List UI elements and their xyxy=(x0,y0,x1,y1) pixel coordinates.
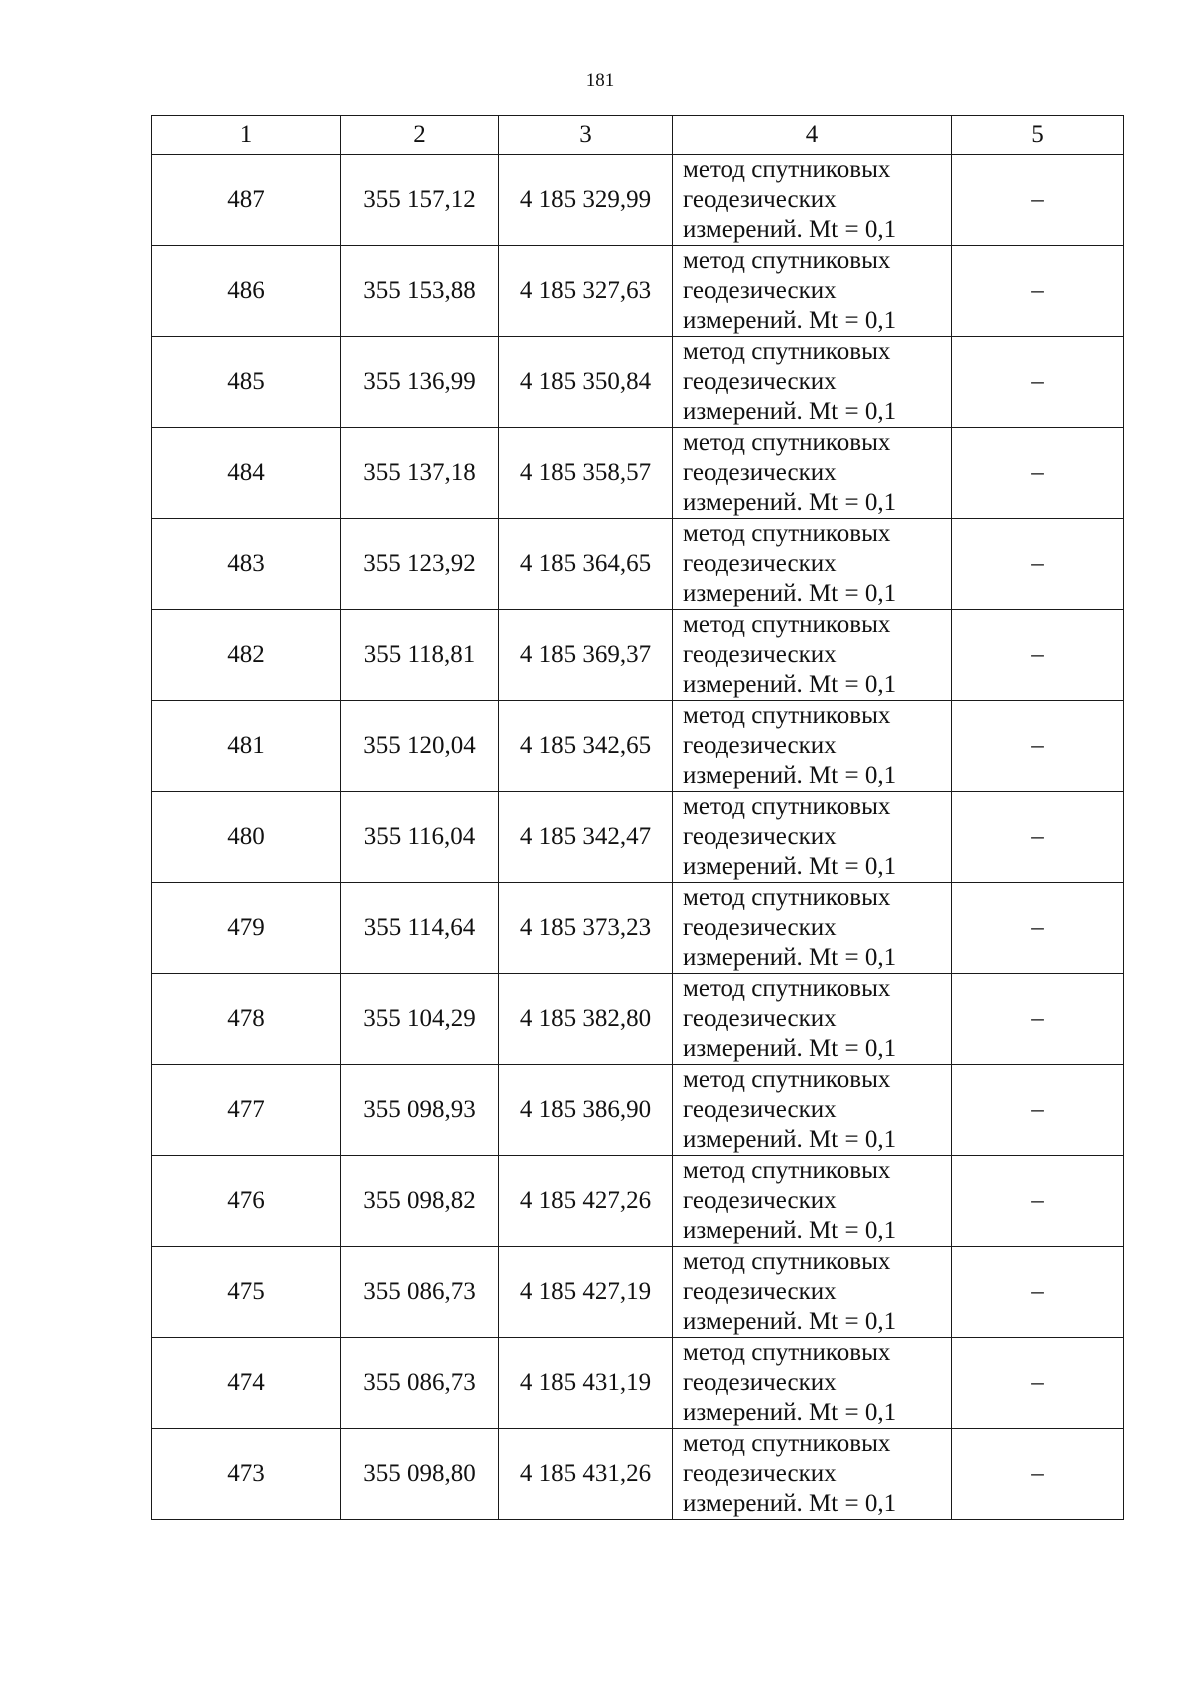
note-cell: – xyxy=(952,792,1124,883)
note-cell: – xyxy=(952,1247,1124,1338)
table-row xyxy=(152,246,1124,337)
x-coordinate-cell: 355 104,29 xyxy=(341,974,499,1065)
table-row xyxy=(152,974,1124,1065)
note-cell: – xyxy=(952,1156,1124,1247)
table-row xyxy=(152,519,1124,610)
method-cell xyxy=(673,1065,952,1156)
point-number-cell: 473 xyxy=(152,1429,341,1520)
method-text-line: измерений. Mt = 0,1 xyxy=(683,398,897,425)
method-text-line: метод спутниковых xyxy=(683,1157,891,1184)
x-coordinate-cell: 355 157,12 xyxy=(341,155,499,246)
method-text-line: метод спутниковых xyxy=(683,1066,891,1093)
note-cell: – xyxy=(952,155,1124,246)
method-text-line: метод спутниковых xyxy=(683,156,891,183)
y-coordinate-cell: 4 185 342,65 xyxy=(499,701,673,792)
point-number-cell: 482 xyxy=(152,610,341,701)
y-coordinate-cell: 4 185 358,57 xyxy=(499,428,673,519)
method-text-line: геодезических xyxy=(683,641,837,668)
point-number-cell: 485 xyxy=(152,337,341,428)
x-coordinate-cell: 355 137,18 xyxy=(341,428,499,519)
point-number-cell: 484 xyxy=(152,428,341,519)
table-row xyxy=(152,155,1124,246)
note-cell: – xyxy=(952,610,1124,701)
point-number-cell: 483 xyxy=(152,519,341,610)
method-text-line: метод спутниковых xyxy=(683,247,891,274)
method-text-line: измерений. Mt = 0,1 xyxy=(683,580,897,607)
method-cell xyxy=(673,1429,952,1520)
y-coordinate-cell: 4 185 431,26 xyxy=(499,1429,673,1520)
method-text-line: измерений. Mt = 0,1 xyxy=(683,944,897,971)
method-cell xyxy=(673,974,952,1065)
method-text-line: измерений. Mt = 0,1 xyxy=(683,1399,897,1426)
method-text-line: геодезических xyxy=(683,823,837,850)
table-row xyxy=(152,792,1124,883)
method-cell xyxy=(673,883,952,974)
x-coordinate-cell: 355 116,04 xyxy=(341,792,499,883)
method-text-line: измерений. Mt = 0,1 xyxy=(683,1035,897,1062)
method-text-line: измерений. Mt = 0,1 xyxy=(683,853,897,880)
method-text-line: геодезических xyxy=(683,1278,837,1305)
method-cell xyxy=(673,610,952,701)
method-text-line: измерений. Mt = 0,1 xyxy=(683,671,897,698)
note-cell: – xyxy=(952,701,1124,792)
table-row xyxy=(152,883,1124,974)
note-cell: – xyxy=(952,883,1124,974)
column-header-3: 3 xyxy=(499,116,673,155)
x-coordinate-cell: 355 153,88 xyxy=(341,246,499,337)
note-cell: – xyxy=(952,246,1124,337)
point-number-cell: 480 xyxy=(152,792,341,883)
y-coordinate-cell: 4 185 342,47 xyxy=(499,792,673,883)
method-text-line: измерений. Mt = 0,1 xyxy=(683,1490,897,1517)
x-coordinate-cell: 355 123,92 xyxy=(341,519,499,610)
page-number: 181 xyxy=(585,70,615,91)
method-text-line: метод спутниковых xyxy=(683,520,891,547)
method-text-line: геодезических xyxy=(683,1369,837,1396)
method-text-line: геодезических xyxy=(683,914,837,941)
y-coordinate-cell: 4 185 329,99 xyxy=(499,155,673,246)
y-coordinate-cell: 4 185 382,80 xyxy=(499,974,673,1065)
y-coordinate-cell: 4 185 427,26 xyxy=(499,1156,673,1247)
method-text-line: геодезических xyxy=(683,186,837,213)
method-text-line: метод спутниковых xyxy=(683,1248,891,1275)
method-text-line: измерений. Mt = 0,1 xyxy=(683,307,897,334)
y-coordinate-cell: 4 185 386,90 xyxy=(499,1065,673,1156)
note-cell: – xyxy=(952,519,1124,610)
table-row xyxy=(152,610,1124,701)
table-row xyxy=(152,1338,1124,1429)
method-text-line: измерений. Mt = 0,1 xyxy=(683,1308,897,1335)
method-text-line: геодезических xyxy=(683,550,837,577)
method-text-line: геодезических xyxy=(683,1005,837,1032)
y-coordinate-cell: 4 185 427,19 xyxy=(499,1247,673,1338)
table-header-row xyxy=(152,116,1124,155)
method-cell xyxy=(673,155,952,246)
coordinates-table xyxy=(151,115,1124,1520)
note-cell: – xyxy=(952,974,1124,1065)
method-cell xyxy=(673,428,952,519)
method-text-line: метод спутниковых xyxy=(683,1430,891,1457)
y-coordinate-cell: 4 185 431,19 xyxy=(499,1338,673,1429)
method-text-line: метод спутниковых xyxy=(683,702,891,729)
method-cell xyxy=(673,337,952,428)
note-cell: – xyxy=(952,1065,1124,1156)
method-text-line: метод спутниковых xyxy=(683,1339,891,1366)
point-number-cell: 477 xyxy=(152,1065,341,1156)
table-row xyxy=(152,1065,1124,1156)
method-text-line: геодезических xyxy=(683,1460,837,1487)
method-text-line: геодезических xyxy=(683,1096,837,1123)
method-cell xyxy=(673,519,952,610)
point-number-cell: 479 xyxy=(152,883,341,974)
method-text-line: метод спутниковых xyxy=(683,884,891,911)
method-text-line: метод спутниковых xyxy=(683,975,891,1002)
x-coordinate-cell: 355 098,93 xyxy=(341,1065,499,1156)
x-coordinate-cell: 355 086,73 xyxy=(341,1338,499,1429)
point-number-cell: 481 xyxy=(152,701,341,792)
method-text-line: геодезических xyxy=(683,732,837,759)
x-coordinate-cell: 355 114,64 xyxy=(341,883,499,974)
y-coordinate-cell: 4 185 350,84 xyxy=(499,337,673,428)
table-body xyxy=(152,116,1124,1520)
table-row xyxy=(152,701,1124,792)
x-coordinate-cell: 355 098,80 xyxy=(341,1429,499,1520)
x-coordinate-cell: 355 118,81 xyxy=(341,610,499,701)
y-coordinate-cell: 4 185 364,65 xyxy=(499,519,673,610)
method-text-line: измерений. Mt = 0,1 xyxy=(683,489,897,516)
point-number-cell: 487 xyxy=(152,155,341,246)
column-header-5: 5 xyxy=(952,116,1124,155)
note-cell: – xyxy=(952,1429,1124,1520)
point-number-cell: 478 xyxy=(152,974,341,1065)
method-text-line: метод спутниковых xyxy=(683,429,891,456)
y-coordinate-cell: 4 185 327,63 xyxy=(499,246,673,337)
column-header-1: 1 xyxy=(152,116,341,155)
note-cell: – xyxy=(952,1338,1124,1429)
method-text-line: геодезических xyxy=(683,368,837,395)
method-cell xyxy=(673,792,952,883)
y-coordinate-cell: 4 185 373,23 xyxy=(499,883,673,974)
point-number-cell: 476 xyxy=(152,1156,341,1247)
x-coordinate-cell: 355 120,04 xyxy=(341,701,499,792)
table-row xyxy=(152,1429,1124,1520)
method-text-line: измерений. Mt = 0,1 xyxy=(683,1126,897,1153)
table-row xyxy=(152,1247,1124,1338)
note-cell: – xyxy=(952,428,1124,519)
x-coordinate-cell: 355 098,82 xyxy=(341,1156,499,1247)
table-row xyxy=(152,337,1124,428)
method-cell xyxy=(673,701,952,792)
method-text-line: измерений. Mt = 0,1 xyxy=(683,216,897,243)
method-text-line: метод спутниковых xyxy=(683,338,891,365)
point-number-cell: 474 xyxy=(152,1338,341,1429)
column-header-2: 2 xyxy=(341,116,499,155)
y-coordinate-cell: 4 185 369,37 xyxy=(499,610,673,701)
method-cell xyxy=(673,1156,952,1247)
note-cell: – xyxy=(952,337,1124,428)
method-text-line: измерений. Mt = 0,1 xyxy=(683,1217,897,1244)
method-cell xyxy=(673,1338,952,1429)
method-text-line: геодезических xyxy=(683,459,837,486)
method-cell xyxy=(673,246,952,337)
method-cell xyxy=(673,1247,952,1338)
table-row xyxy=(152,428,1124,519)
method-text-line: геодезических xyxy=(683,1187,837,1214)
method-text-line: метод спутниковых xyxy=(683,793,891,820)
table-row xyxy=(152,1156,1124,1247)
method-text-line: метод спутниковых xyxy=(683,611,891,638)
column-header-4: 4 xyxy=(673,116,952,155)
point-number-cell: 486 xyxy=(152,246,341,337)
x-coordinate-cell: 355 136,99 xyxy=(341,337,499,428)
method-text-line: геодезических xyxy=(683,277,837,304)
x-coordinate-cell: 355 086,73 xyxy=(341,1247,499,1338)
method-text-line: измерений. Mt = 0,1 xyxy=(683,762,897,789)
point-number-cell: 475 xyxy=(152,1247,341,1338)
